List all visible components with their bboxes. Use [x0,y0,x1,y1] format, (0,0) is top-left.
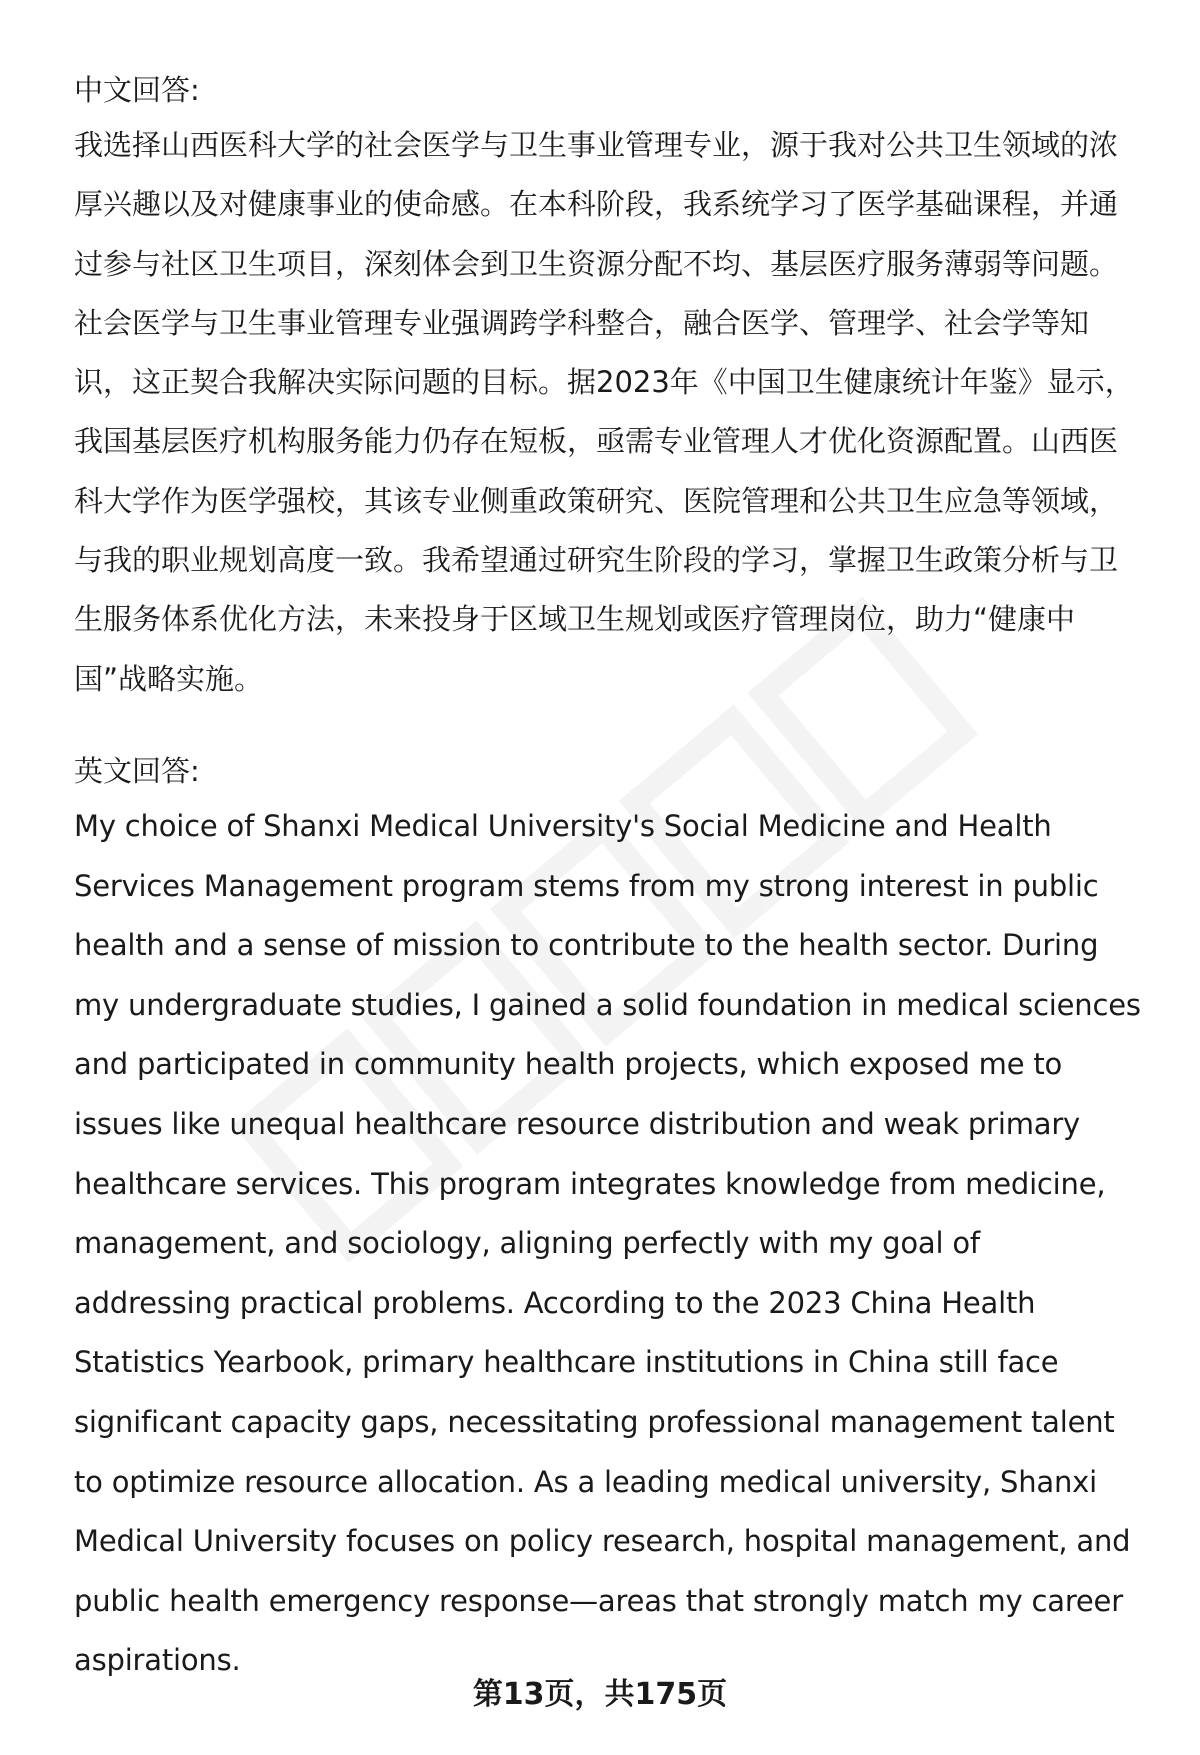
document-page [74,64,1144,1691]
english-answer-heading: 英文回答: [74,753,200,788]
chinese-answer-body: 我选择山西医科大学的社会医学与卫生事业管理专业，源于我对公共卫生领域的浓厚兴趣以及对健康事业的使命感。在本科阶段，我系统学习了医学基础课程，并通过参与社区卫生项目，深刻体会到卫生资源分配不均、基层医疗服务薄弱等问题。社会医学与卫生事业管理专业强调跨学科整合，融合医学、管理学、社会学等知识，这正契合我解决实际问题的目标。据2023年《中国卫生健康统计年鉴》显示，我国基层医疗机构服务能力仍存在短板，亟需专业管理人才优化资源配置。山西医科大学作为医学强校，其该专业侧重政策研究、医院管理和公共卫生应急等领域，与我的职业规划高度一致。我希望通过研究生阶段的学习，掌握卫生政策分析与卫生服务体系优化方法，未来投身于区域卫生规划或医疗管理岗位，助力“健康中国”战略实施。 [74,128,1134,696]
section-spacer [74,709,1144,745]
page-number-footer: 第13页，共175页 [472,1677,728,1712]
chinese-answer-heading: 中文回答: [74,73,200,107]
english-answer-body: My choice of Shanxi Medical University's Social Medicine and Health Services Management program stems from my strong interest in public health and a sense of mission to contribute to the health sector. During my undergraduate studies, I gained a solid foundation in medical sciences and participated in community health projects, which exposed me to issues like unequal healthcare resource distribution and weak primary healthcare services. This program integrates knowledge from medicine, management, and sociology, aligning perfectly with my goal of addressing practical problems. According to the 2023 China Health Statistics Yearbook, primary healthcare institutions in China still face significant capacity gaps, necessitating professional management talent to optimize resource allocation. As a leading medical university, Shanxi Medical University focuses on policy research, hospital management, and public health emergency response—areas that strongly match my career aspirations. [74,808,1141,1678]
